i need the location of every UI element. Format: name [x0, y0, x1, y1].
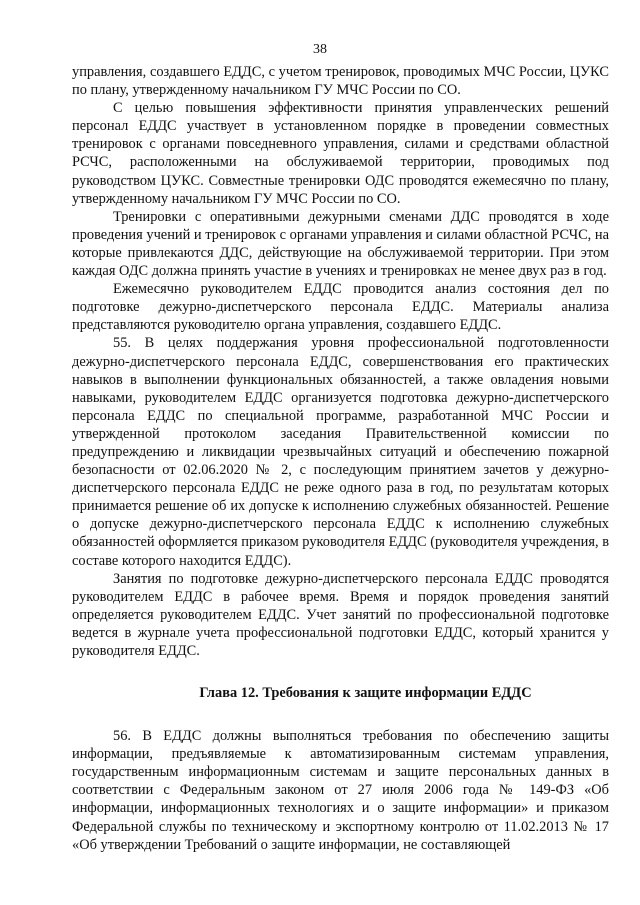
paragraph-item-56: 56. В ЕДДС должны выполняться требования по обеспечению защиты информации, предъявляемые к автоматизированным системам управления, государственным информационным системам и защите персональных данных в соответствии с Федеральным законом от 27 июля 2006 года № 149-ФЗ «Об информации, информационных технологиях и о защите информации» и приказом Федеральной службы по техническому и экспортному контролю от 11.02.2013 № 17 «Об утверждении Требований о защите информации, не составляющей	[72, 728, 609, 853]
document-body	[72, 63, 609, 854]
paragraph: Занятия по подготовке дежурно-диспетчерского персонала ЕДДС проводятся руководителем ЕДДС в рабочее время. Время и порядок проведения занятий определяется руководителем ЕДДС. Учет занятий по профессиональной подготовке ведется в журнале учета профессиональной подготовки ЕДДС, который хранится у руководителя ЕДДС.	[72, 570, 609, 659]
paragraph: Ежемесячно руководителем ЕДДС проводится анализ состояния дел по подготовке дежурно-диспетчерского персонала ЕДДС. Материалы анализа представляются руководителю органа управления, создавшего ЕДДС.	[72, 281, 609, 334]
paragraph-continued: управления, создавшего ЕДДС, с учетом тренировок, проводимых МЧС России, ЦУКС по плану, утвержденному начальником ГУ МЧС России по СО.	[72, 64, 609, 99]
page-number: 38	[313, 42, 327, 57]
chapter-title: Глава 12. Требования к защите информации ЕДДС	[199, 685, 532, 702]
paragraph-item-55: 55. В целях поддержания уровня профессиональной подготовленности дежурно-диспетчерского персонала ЕДДС, совершенствования его практических навыков в выполнении функциональных обязанностей, а также овладения новыми навыками, руководителем ЕДДС организуется подготовка дежурно-диспетчерского персонала ЕДДС по специальной программе, разработанной МЧС России и утвержденной протоколом заседания Правительственной комиссии по предупреждению и ликвидации чрезвычайных ситуаций и обеспечению пожарной безопасности от 02.06.2020 № 2, с последующим принятием зачетов у дежурно-диспетчерского персонала ЕДДС не реже одного раза в год, по результатам которых принимается решение об их допуске к исполнению служебных обязанностей. Решение о допуске дежурно-диспетчерского персонала ЕДДС к исполнению служебных обязанностей оформляется приказом руководителя ЕДДС (руководителя учреждения, в составе которого находится ЕДДС).	[72, 335, 609, 569]
paragraph: Тренировки с оперативными дежурными сменами ДДС проводятся в ходе проведения учений и тренировок с органами управления и силами областной РСЧС, на которые привлекаются ДДС, действующие на обслуживаемой территории. При этом каждая ОДС должна принять участие в учениях и тренировках не менее двух раз в год.	[72, 208, 609, 280]
paragraph: С целью повышения эффективности принятия управленческих решений персонал ЕДДС участвует в установленном порядке в проведении совместных тренировок с органами повседневного управления, силами и средствами областной РСЧС, расположенными на обслуживаемой территории, проводимых под руководством ЦУКС. Совместные тренировки ОДС проводятся ежемесячно по плану, утвержденному начальником ГУ МЧС России по СО.	[72, 100, 609, 207]
